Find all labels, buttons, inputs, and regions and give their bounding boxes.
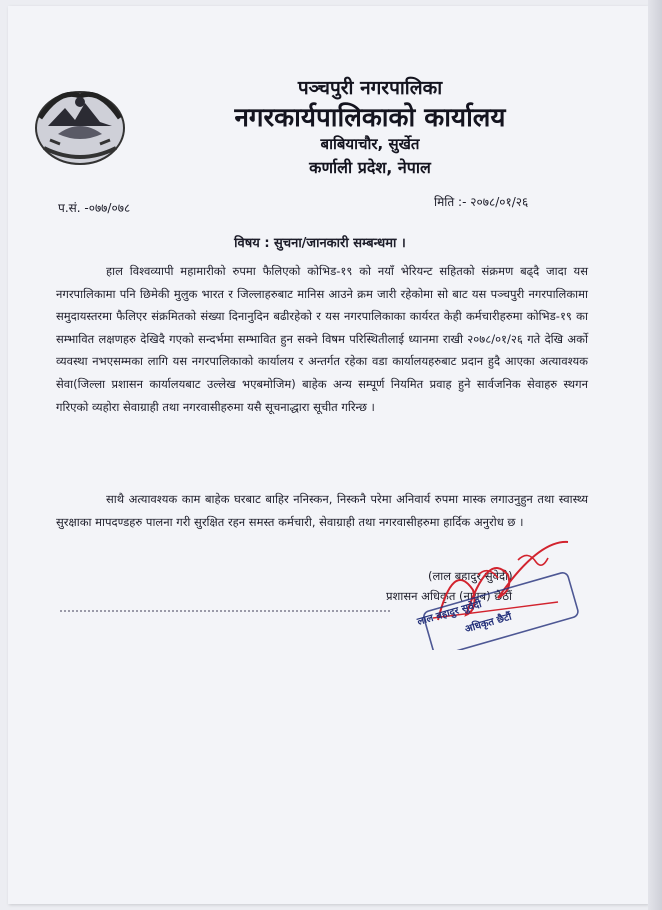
- stamp-name: लाल बहादुर सुवेदी: [416, 599, 483, 628]
- body-paragraph-2: साथै अत्यावश्यक काम बाहेक घरबाट बाहिर ननिस्कन, निस्कनै परेमा अनिवार्य रुपमा मास्क लगाउनुहुन तथा स्वास्थ्य सुरक्षाका मापदण्डहरु पालना गरी सुरक्षित रहन समस्त कर्मचारी, सेवाग्राही तथा नगरवासीहरुमा हार्दिक अनुरोध छ ।: [56, 492, 588, 529]
- page-edge-shadow: [648, 0, 662, 910]
- province-country: कर्णाली प्रदेश, नेपाल: [309, 158, 431, 177]
- nepal-emblem-logo: [30, 78, 130, 166]
- letter-date: मिति :- २०७८/०१/२६: [434, 195, 529, 209]
- stamp-designation: अधिकृत छैटौं: [463, 611, 513, 636]
- municipality-name: पञ्चपुरी नगरपालिका: [297, 77, 443, 99]
- office-name: नगरकार्यपालिकाको कार्यालय: [234, 103, 506, 133]
- dotted-separator: [60, 610, 390, 612]
- body-paragraph-1: हाल विश्वव्यापी महामारीको रुपमा फैलिएको कोभिड-१९ को नयाँ भेरियन्ट सहितको संक्रमण बढ्दै जादा यस नगरपालिकामा पनि छिमेकी मुलुक भारत र जिल्लाहरुबाट मानिस आउने क्रम जारी रहेकोमा सो बाट यस पञ्चपुरी नगरपालिकामा समुदायस्तरमा फैलिएर संक्रमितको संख्या दिनानुदिन बढीरहेको र यस नगरपालिकाका कार्यरत केही कर्मचारीहरुमा कोभिड-१९ का सम्भावित लक्षणहरु देखिदै गएको सन्दर्भमा सम्भावित हुन सक्ने विषम परिस्थितीलाई ध्यानमा राखी २०७८/०१/२६ गते देखि अर्को व्यवस्था नभएसम्मका लागि यस नगरपालिकाको कार्यालय र अन्तर्गत रहेका वडा कार्यालयहरुबाट प्रदान हुदै आएका अत्यावश्यक सेवा(जिल्ला प्रशासन कार्यालयबाट उल्लेख भएबमोजिम) बाहेक अन्य सम्पूर्ण नियमित प्रवाह हुने सार्वजनिक सेवाहरु स्थगन गरिएको व्यहोरा सेवाग्राही तथा नगरवासीहरुमा यसै सूचनाद्धारा सूचीत गरिन्छ ।: [56, 264, 588, 414]
- signatory-name: (लाल बहादुर सुवेदी): [428, 569, 513, 583]
- office-location: बाबियाचौर, सुर्खेत: [320, 135, 420, 153]
- signature-and-stamp: [418, 520, 588, 650]
- letter-subject: विषय : सुचना/जानकारी सम्बन्धमा ।: [234, 236, 406, 251]
- signatory-title: प्रशासन अधिकृत (नायब) छैठौं: [386, 589, 512, 603]
- reference-number: प.सं. -०७७/०७८: [58, 201, 131, 215]
